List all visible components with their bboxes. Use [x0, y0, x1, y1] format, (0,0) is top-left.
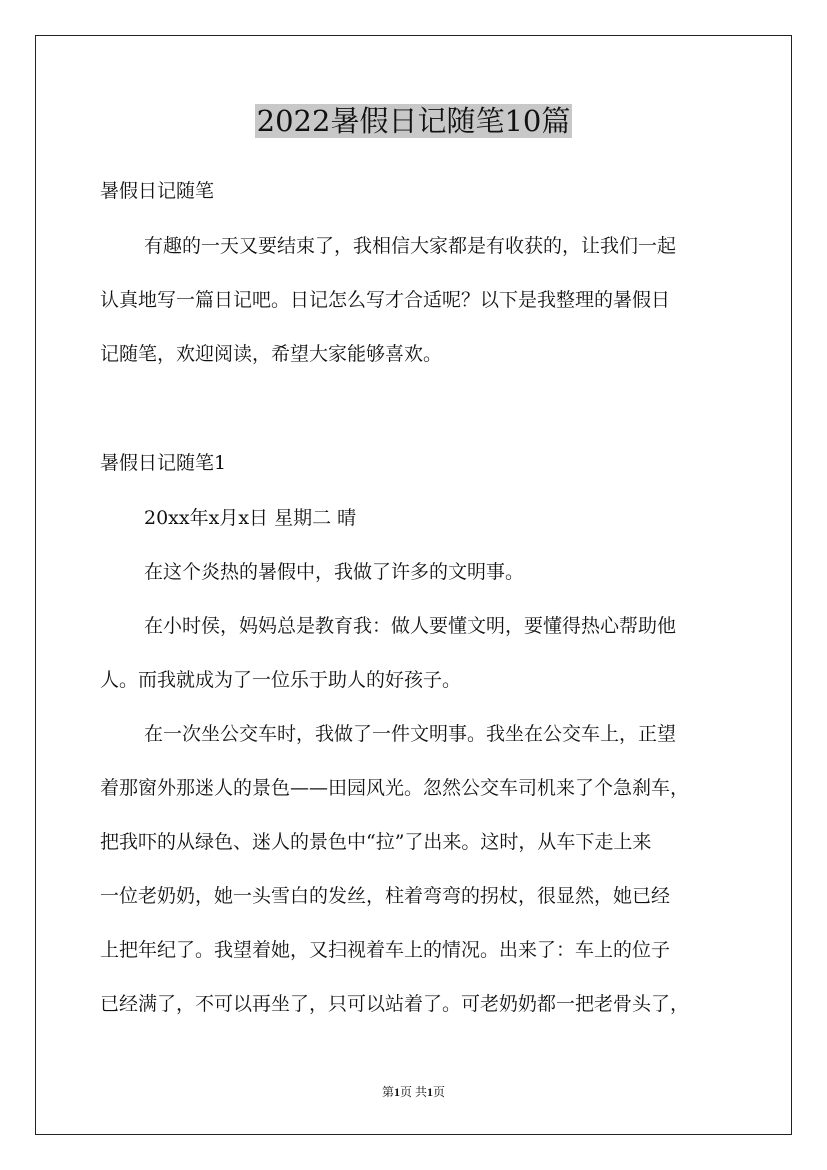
date-line: [100, 491, 740, 545]
date-text: 20xx年x月x日 星期二 晴: [144, 507, 357, 529]
document-title: [0, 100, 827, 142]
section-heading: 暑假日记随笔: [100, 180, 215, 202]
intro-line: 认真地写一篇日记吧。日记怎么写才合适呢？以下是我整理的暑假日: [100, 289, 671, 311]
page-footer: [0, 1083, 827, 1101]
paragraph-line: 已经满了，不可以再坐了，只可以站着了。可老奶奶都一把老骨头了，: [100, 993, 690, 1015]
heading-summer-diary: [100, 164, 740, 218]
footer-total-pages: 1: [427, 1085, 433, 1099]
paragraph-line: 一位老奶奶，她一头雪白的发丝，柱着弯弯的拐杖，很显然，她已经: [100, 885, 671, 907]
footer-prefix: 第: [381, 1085, 394, 1099]
paragraph-line: 在这个炎热的暑假中，我做了许多的文明事。: [144, 561, 525, 583]
paragraph-line: 着那窗外那迷人的景色——田园风光。忽然公交车司机来了个急刹车，: [100, 777, 690, 799]
paragraph-line: 上把年纪了。我望着她，又扫视着车上的情况。出来了：车上的位子: [100, 939, 671, 961]
paragraph-2: [100, 599, 740, 707]
intro-line: 记随笔，欢迎阅读，希望大家能够喜欢。: [100, 343, 443, 365]
paragraph-1: [100, 545, 740, 599]
heading-diary-1: [100, 436, 740, 490]
paragraph-line: 把我吓的从绿色、迷人的景色中“拉”了出来。这时，从车下走上来: [100, 831, 652, 853]
footer-suffix: 页: [433, 1085, 446, 1099]
paragraph-line: 人。而我就成为了一位乐于助人的好孩子。: [100, 669, 462, 691]
paragraph-line: 在小时侯，妈妈总是教育我：做人要懂文明，要懂得热心帮助他: [144, 615, 677, 637]
paragraph-line: 在一次坐公交车时，我做了一件文明事。我坐在公交车上，正望: [144, 723, 677, 745]
intro-line: 有趣的一天又要结束了，我相信大家都是有收获的，让我们一起: [144, 235, 677, 257]
section-heading: 暑假日记随笔1: [100, 452, 227, 474]
footer-mid: 页 共: [399, 1085, 427, 1099]
footer-page-number: 1: [393, 1085, 400, 1099]
paragraph-3: [100, 707, 740, 1031]
intro-paragraph: [100, 219, 740, 381]
document-title-text: 2022暑假日记随笔10篇: [256, 104, 571, 138]
